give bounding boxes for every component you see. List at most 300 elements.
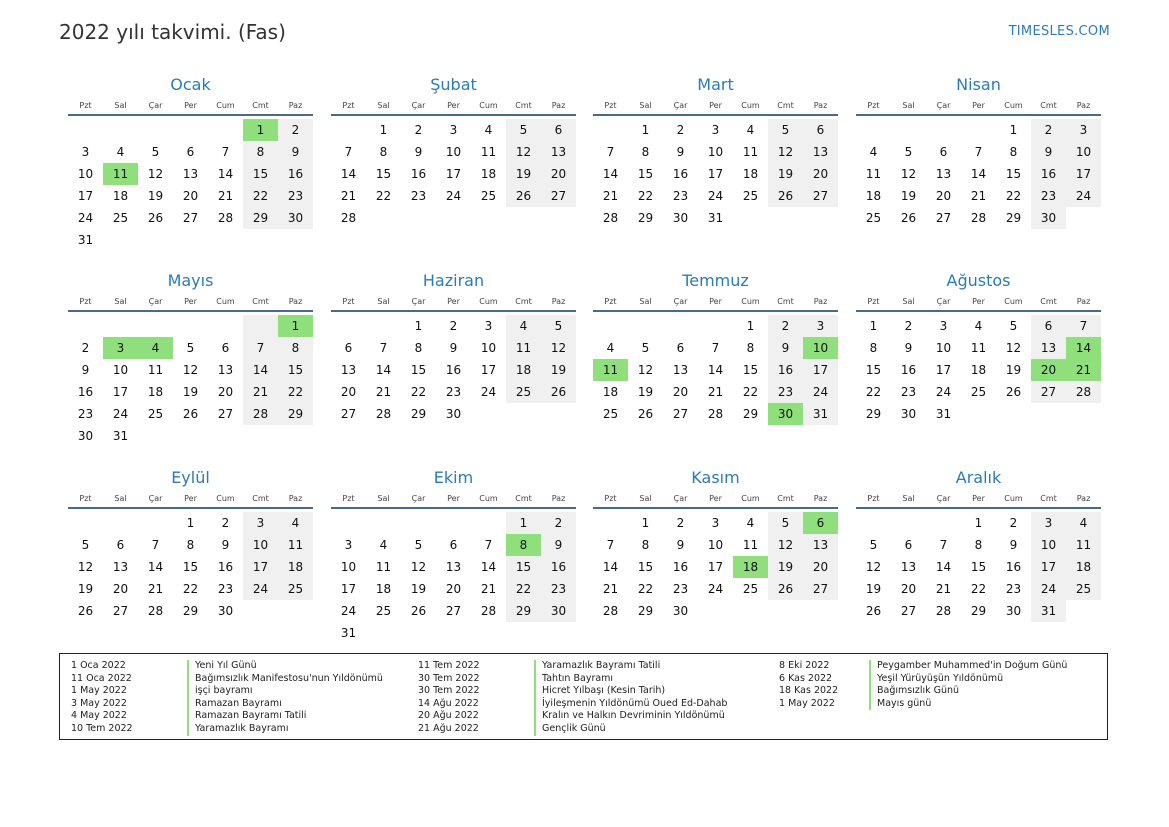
day-cell: 6 — [803, 512, 838, 534]
legend-date: 30 Tem 2022 — [418, 685, 480, 697]
legend-row — [71, 660, 257, 673]
weekday-header — [68, 96, 313, 116]
day-cell: 30 — [445, 407, 462, 421]
day-cell: 21 — [970, 189, 987, 203]
legend-column-2 — [418, 660, 728, 736]
day-cell: 11 — [742, 538, 759, 552]
weekday-label: Çar — [673, 100, 688, 110]
day-cell: 28 — [707, 407, 724, 421]
day-cell: 19 — [1005, 363, 1022, 377]
weekday-label: Paz — [813, 296, 828, 306]
day-cell: 28 — [602, 604, 619, 618]
day-cell: 1 — [506, 512, 541, 534]
legend-row — [779, 697, 932, 711]
day-cell: 5 — [506, 119, 541, 141]
month-9 — [68, 467, 313, 622]
day-cell: 6 — [541, 119, 576, 141]
weekday-header — [856, 292, 1101, 312]
day-cell: 23 — [1005, 582, 1022, 596]
month-1 — [68, 74, 313, 251]
day-cell: 28 — [375, 407, 392, 421]
day-cell: 30 — [768, 403, 803, 425]
day-cell: 11 — [506, 337, 541, 359]
empty-day — [243, 315, 278, 337]
empty-day — [891, 119, 926, 141]
legend-holiday-name: Ramazan Bayramı — [187, 698, 282, 711]
day-cell: 21 — [602, 582, 619, 596]
day-cell: 8 — [641, 145, 650, 159]
legend-row — [418, 710, 725, 723]
day-cell: 13 — [803, 534, 838, 556]
weekday-header — [331, 292, 576, 312]
legend-holiday-name: Yaramazlık Bayramı — [187, 723, 289, 736]
day-cell: 5 — [1009, 319, 1018, 333]
day-cell: 15 — [865, 363, 882, 377]
weekday-label: Çar — [936, 296, 951, 306]
day-cell: 17 — [445, 167, 462, 181]
day-cell: 6 — [186, 145, 195, 159]
day-cell: 21 — [217, 189, 234, 203]
weekday-label: Cum — [479, 100, 498, 110]
day-cell: 7 — [484, 538, 493, 552]
weekday-label: Sal — [377, 296, 390, 306]
weekday-label: Cmt — [252, 100, 269, 110]
day-cell: 11 — [742, 145, 759, 159]
day-cell: 24 — [707, 189, 724, 203]
day-cell: 9 — [278, 141, 313, 163]
day-cell: 11 — [278, 534, 313, 556]
day-cell: 5 — [81, 538, 90, 552]
day-cell: 15 — [182, 560, 199, 574]
day-cell: 12 — [506, 141, 541, 163]
day-cell: 9 — [768, 337, 803, 359]
day-cell: 12 — [768, 141, 803, 163]
day-cell: 2 — [414, 123, 423, 137]
day-cell: 25 — [506, 381, 541, 403]
day-cell: 13 — [445, 560, 462, 574]
empty-day — [103, 315, 138, 337]
legend-holiday-name: Yaramazlık Bayramı Tatili — [534, 660, 660, 673]
weekday-label: Pzt — [604, 296, 617, 306]
day-cell: 20 — [112, 582, 129, 596]
day-cell: 4 — [116, 145, 125, 159]
day-cell: 12 — [865, 560, 882, 574]
day-cell: 29 — [970, 604, 987, 618]
day-cell: 27 — [340, 407, 357, 421]
day-cell: 25 — [865, 211, 882, 225]
weekday-label: Cum — [479, 296, 498, 306]
day-cell: 17 — [707, 167, 724, 181]
day-cell: 21 — [602, 189, 619, 203]
day-cell: 29 — [506, 600, 541, 622]
empty-day — [471, 512, 506, 534]
legend-row — [418, 672, 614, 686]
day-cell: 8 — [243, 141, 278, 163]
day-cell: 31 — [77, 233, 94, 247]
month-name: Eylül — [171, 468, 210, 487]
legend-holiday-name: İyileşmenin Yıldönümü Oued Ed-Dahab — [534, 698, 727, 711]
legend-holiday-name: Yeşil Yürüyüşün Yıldönümü — [869, 673, 1003, 686]
day-cell: 7 — [711, 341, 720, 355]
empty-day — [401, 512, 436, 534]
day-cell: 8 — [379, 145, 388, 159]
day-cell: 27 — [217, 407, 234, 421]
day-cell: 10 — [1031, 534, 1066, 556]
legend-row — [71, 672, 383, 686]
day-cell: 16 — [410, 167, 427, 181]
day-cell: 19 — [900, 189, 917, 203]
weekday-label: Sal — [902, 100, 915, 110]
day-cell: 18 — [375, 582, 392, 596]
day-cell: 30 — [672, 211, 689, 225]
weekday-label: Cmt — [777, 493, 794, 503]
day-cell: 13 — [900, 560, 917, 574]
empty-day — [138, 512, 173, 534]
day-cell: 20 — [900, 582, 917, 596]
day-cell: 1 — [641, 123, 650, 137]
day-cell: 20 — [340, 385, 357, 399]
legend-date: 4 May 2022 — [71, 710, 127, 722]
day-cell: 10 — [243, 534, 278, 556]
legend-date: 1 May 2022 — [71, 685, 127, 697]
day-cell: 16 — [900, 363, 917, 377]
day-cell: 1 — [869, 319, 878, 333]
day-cell: 2 — [81, 341, 90, 355]
weekday-label: Sal — [639, 296, 652, 306]
day-cell: 3 — [344, 538, 353, 552]
day-cell: 16 — [768, 359, 803, 381]
day-cell: 19 — [768, 163, 803, 185]
weekday-label: Per — [184, 296, 197, 306]
day-grid — [593, 119, 838, 229]
empty-day — [926, 119, 961, 141]
day-cell: 7 — [974, 145, 983, 159]
legend-row — [71, 722, 289, 736]
day-cell: 22 — [278, 381, 313, 403]
day-cell: 2 — [768, 315, 803, 337]
day-cell: 10 — [1066, 141, 1101, 163]
day-cell: 26 — [1005, 385, 1022, 399]
weekday-label: Paz — [551, 493, 566, 503]
weekday-label: Paz — [813, 493, 828, 503]
day-cell: 8 — [869, 341, 878, 355]
empty-day — [208, 119, 243, 141]
month-12 — [856, 467, 1101, 622]
day-cell: 26 — [865, 604, 882, 618]
day-cell: 5 — [768, 512, 803, 534]
day-cell: 11 — [480, 145, 497, 159]
empty-day — [103, 512, 138, 534]
weekday-label: Sal — [114, 100, 127, 110]
day-cell: 19 — [182, 385, 199, 399]
legend-holiday-name: Bağımsızlık Manifestosu'nun Yıldönümü — [187, 673, 383, 686]
day-cell: 9 — [221, 538, 230, 552]
empty-day — [663, 315, 698, 337]
day-cell: 8 — [974, 538, 983, 552]
month-name: Ağustos — [946, 271, 1011, 290]
day-cell: 9 — [676, 145, 685, 159]
day-cell: 11 — [970, 341, 987, 355]
day-cell: 24 — [340, 604, 357, 618]
day-cell: 23 — [77, 407, 94, 421]
weekday-label: Sal — [114, 493, 127, 503]
weekday-label: Çar — [411, 100, 426, 110]
day-cell: 21 — [480, 582, 497, 596]
day-cell: 18 — [742, 167, 759, 181]
day-cell: 28 — [602, 211, 619, 225]
day-cell: 4 — [974, 319, 983, 333]
day-cell: 29 — [865, 407, 882, 421]
day-cell: 14 — [707, 363, 724, 377]
day-cell: 3 — [243, 512, 278, 534]
day-cell: 14 — [217, 167, 234, 181]
weekday-label: Pzt — [604, 100, 617, 110]
weekday-label: Per — [709, 493, 722, 503]
empty-day — [926, 512, 961, 534]
day-cell: 8 — [746, 341, 755, 355]
day-cell: 17 — [77, 189, 94, 203]
day-cell: 24 — [1066, 185, 1101, 207]
day-cell: 24 — [480, 385, 497, 399]
day-cell: 9 — [449, 341, 458, 355]
weekday-label: Sal — [377, 493, 390, 503]
weekday-label: Per — [447, 493, 460, 503]
day-cell: 8 — [1009, 145, 1018, 159]
day-cell: 3 — [449, 123, 458, 137]
day-cell: 23 — [410, 189, 427, 203]
day-cell: 22 — [742, 385, 759, 399]
empty-day — [173, 119, 208, 141]
month-name: Mayıs — [167, 271, 214, 290]
day-cell: 15 — [637, 560, 654, 574]
day-cell: 3 — [103, 337, 138, 359]
legend-date: 14 Ağu 2022 — [418, 697, 479, 709]
day-cell: 24 — [707, 582, 724, 596]
day-cell: 26 — [541, 381, 576, 403]
day-cell: 4 — [746, 123, 755, 137]
weekday-label: Paz — [551, 296, 566, 306]
day-cell: 16 — [1005, 560, 1022, 574]
empty-day — [331, 119, 366, 141]
day-cell: 13 — [182, 167, 199, 181]
legend-row — [779, 660, 1068, 673]
legend-date: 8 Eki 2022 — [779, 660, 830, 671]
legend-row — [71, 697, 282, 711]
empty-day — [68, 119, 103, 141]
weekday-label: Pzt — [342, 493, 355, 503]
day-cell: 14 — [375, 363, 392, 377]
weekday-label: Cmt — [777, 296, 794, 306]
weekday-label: Per — [184, 100, 197, 110]
day-grid — [331, 315, 576, 425]
weekday-label: Cum — [216, 493, 235, 503]
day-cell: 1 — [641, 516, 650, 530]
weekday-label: Çar — [411, 296, 426, 306]
day-cell: 10 — [445, 145, 462, 159]
day-cell: 18 — [733, 556, 768, 578]
day-cell: 19 — [77, 582, 94, 596]
day-cell: 28 — [1066, 381, 1101, 403]
day-cell: 16 — [1031, 163, 1066, 185]
day-cell: 22 — [375, 189, 392, 203]
day-cell: 14 — [602, 167, 619, 181]
day-cell: 26 — [900, 211, 917, 225]
month-name: Nisan — [956, 75, 1001, 94]
day-cell: 1 — [974, 516, 983, 530]
legend-date: 1 May 2022 — [779, 697, 835, 709]
day-cell: 16 — [77, 385, 94, 399]
day-cell: 3 — [484, 319, 493, 333]
day-cell: 27 — [182, 211, 199, 225]
day-cell: 15 — [1005, 167, 1022, 181]
day-cell: 25 — [1066, 578, 1101, 600]
empty-day — [593, 119, 628, 141]
month-name: Haziran — [422, 271, 485, 290]
day-cell: 8 — [278, 337, 313, 359]
day-cell: 4 — [746, 516, 755, 530]
page-title: 2022 yılı takvimi. (Fas) — [59, 20, 286, 44]
day-cell: 5 — [904, 145, 913, 159]
empty-day — [593, 512, 628, 534]
day-cell: 6 — [221, 341, 230, 355]
weekday-label: Paz — [1076, 296, 1091, 306]
day-cell: 6 — [449, 538, 458, 552]
holiday-legend — [59, 653, 1108, 740]
month-3 — [593, 74, 838, 229]
day-cell: 7 — [379, 341, 388, 355]
day-cell: 19 — [637, 385, 654, 399]
day-cell: 22 — [637, 582, 654, 596]
day-cell: 20 — [541, 163, 576, 185]
weekday-label: Cmt — [1040, 493, 1057, 503]
legend-holiday-name: Peygamber Muhammed'in Doğum Günü — [869, 660, 1067, 673]
day-cell: 2 — [541, 512, 576, 534]
day-cell: 11 — [593, 359, 628, 381]
weekday-label: Paz — [288, 296, 303, 306]
day-cell: 11 — [147, 363, 164, 377]
day-cell: 27 — [803, 578, 838, 600]
day-cell: 26 — [410, 604, 427, 618]
weekday-label: Cmt — [252, 296, 269, 306]
day-cell: 6 — [904, 538, 913, 552]
weekday-label: Pzt — [867, 493, 880, 503]
month-7 — [593, 270, 838, 425]
empty-day — [173, 315, 208, 337]
day-cell: 4 — [484, 123, 493, 137]
day-cell: 14 — [243, 359, 278, 381]
day-cell: 22 — [182, 582, 199, 596]
day-cell: 10 — [112, 363, 129, 377]
day-grid — [593, 315, 838, 425]
day-cell: 14 — [970, 167, 987, 181]
day-cell: 20 — [1031, 359, 1066, 381]
day-cell: 2 — [221, 516, 230, 530]
day-cell: 27 — [112, 604, 129, 618]
weekday-label: Cmt — [252, 493, 269, 503]
day-cell: 20 — [803, 163, 838, 185]
day-cell: 4 — [138, 337, 173, 359]
legend-row — [418, 660, 661, 673]
day-cell: 2 — [676, 516, 685, 530]
day-cell: 31 — [707, 211, 724, 225]
day-cell: 23 — [672, 189, 689, 203]
day-cell: 31 — [935, 407, 952, 421]
month-name: Temmuz — [682, 271, 749, 290]
day-cell: 19 — [865, 582, 882, 596]
day-cell: 29 — [410, 407, 427, 421]
day-cell: 29 — [637, 604, 654, 618]
day-cell: 28 — [217, 211, 234, 225]
month-11 — [593, 467, 838, 622]
day-cell: 15 — [637, 167, 654, 181]
weekday-label: Sal — [639, 100, 652, 110]
day-cell: 9 — [541, 534, 576, 556]
weekday-label: Sal — [639, 493, 652, 503]
day-cell: 5 — [151, 145, 160, 159]
empty-day — [628, 315, 663, 337]
day-cell: 27 — [1031, 381, 1066, 403]
day-cell: 28 — [480, 604, 497, 618]
day-cell: 30 — [672, 604, 689, 618]
day-cell: 26 — [506, 185, 541, 207]
empty-day — [138, 315, 173, 337]
day-cell: 12 — [541, 337, 576, 359]
day-cell: 10 — [77, 167, 94, 181]
day-cell: 3 — [939, 319, 948, 333]
day-cell: 18 — [112, 189, 129, 203]
day-cell: 1 — [243, 119, 278, 141]
legend-row — [779, 672, 1004, 686]
day-cell: 6 — [939, 145, 948, 159]
day-grid — [331, 119, 576, 229]
empty-day — [366, 512, 401, 534]
day-cell: 11 — [865, 167, 882, 181]
brand-link[interactable]: TIMESLES.COM — [1008, 24, 1110, 39]
day-cell: 23 — [445, 385, 462, 399]
weekday-label: Pzt — [867, 296, 880, 306]
empty-day — [856, 119, 891, 141]
weekday-label: Per — [972, 493, 985, 503]
day-cell: 6 — [803, 119, 838, 141]
weekday-header — [593, 96, 838, 116]
month-name: Ocak — [170, 75, 211, 94]
day-cell: 16 — [541, 556, 576, 578]
day-cell: 28 — [970, 211, 987, 225]
weekday-label: Paz — [288, 493, 303, 503]
day-cell: 29 — [243, 207, 278, 229]
day-cell: 27 — [445, 604, 462, 618]
day-cell: 14 — [480, 560, 497, 574]
legend-row — [71, 710, 307, 723]
month-10 — [331, 467, 576, 644]
day-cell: 30 — [1031, 207, 1066, 229]
weekday-label: Paz — [288, 100, 303, 110]
day-cell: 27 — [541, 185, 576, 207]
day-cell: 31 — [1031, 600, 1066, 622]
day-cell: 2 — [1031, 119, 1066, 141]
weekday-header — [593, 292, 838, 312]
day-cell: 8 — [186, 538, 195, 552]
weekday-label: Paz — [551, 100, 566, 110]
day-cell: 14 — [1066, 337, 1101, 359]
weekday-label: Cum — [741, 296, 760, 306]
day-cell: 13 — [672, 363, 689, 377]
weekday-label: Cmt — [1040, 296, 1057, 306]
empty-day — [961, 119, 996, 141]
weekday-label: Cum — [1004, 296, 1023, 306]
day-cell: 4 — [1066, 512, 1101, 534]
day-cell: 16 — [278, 163, 313, 185]
